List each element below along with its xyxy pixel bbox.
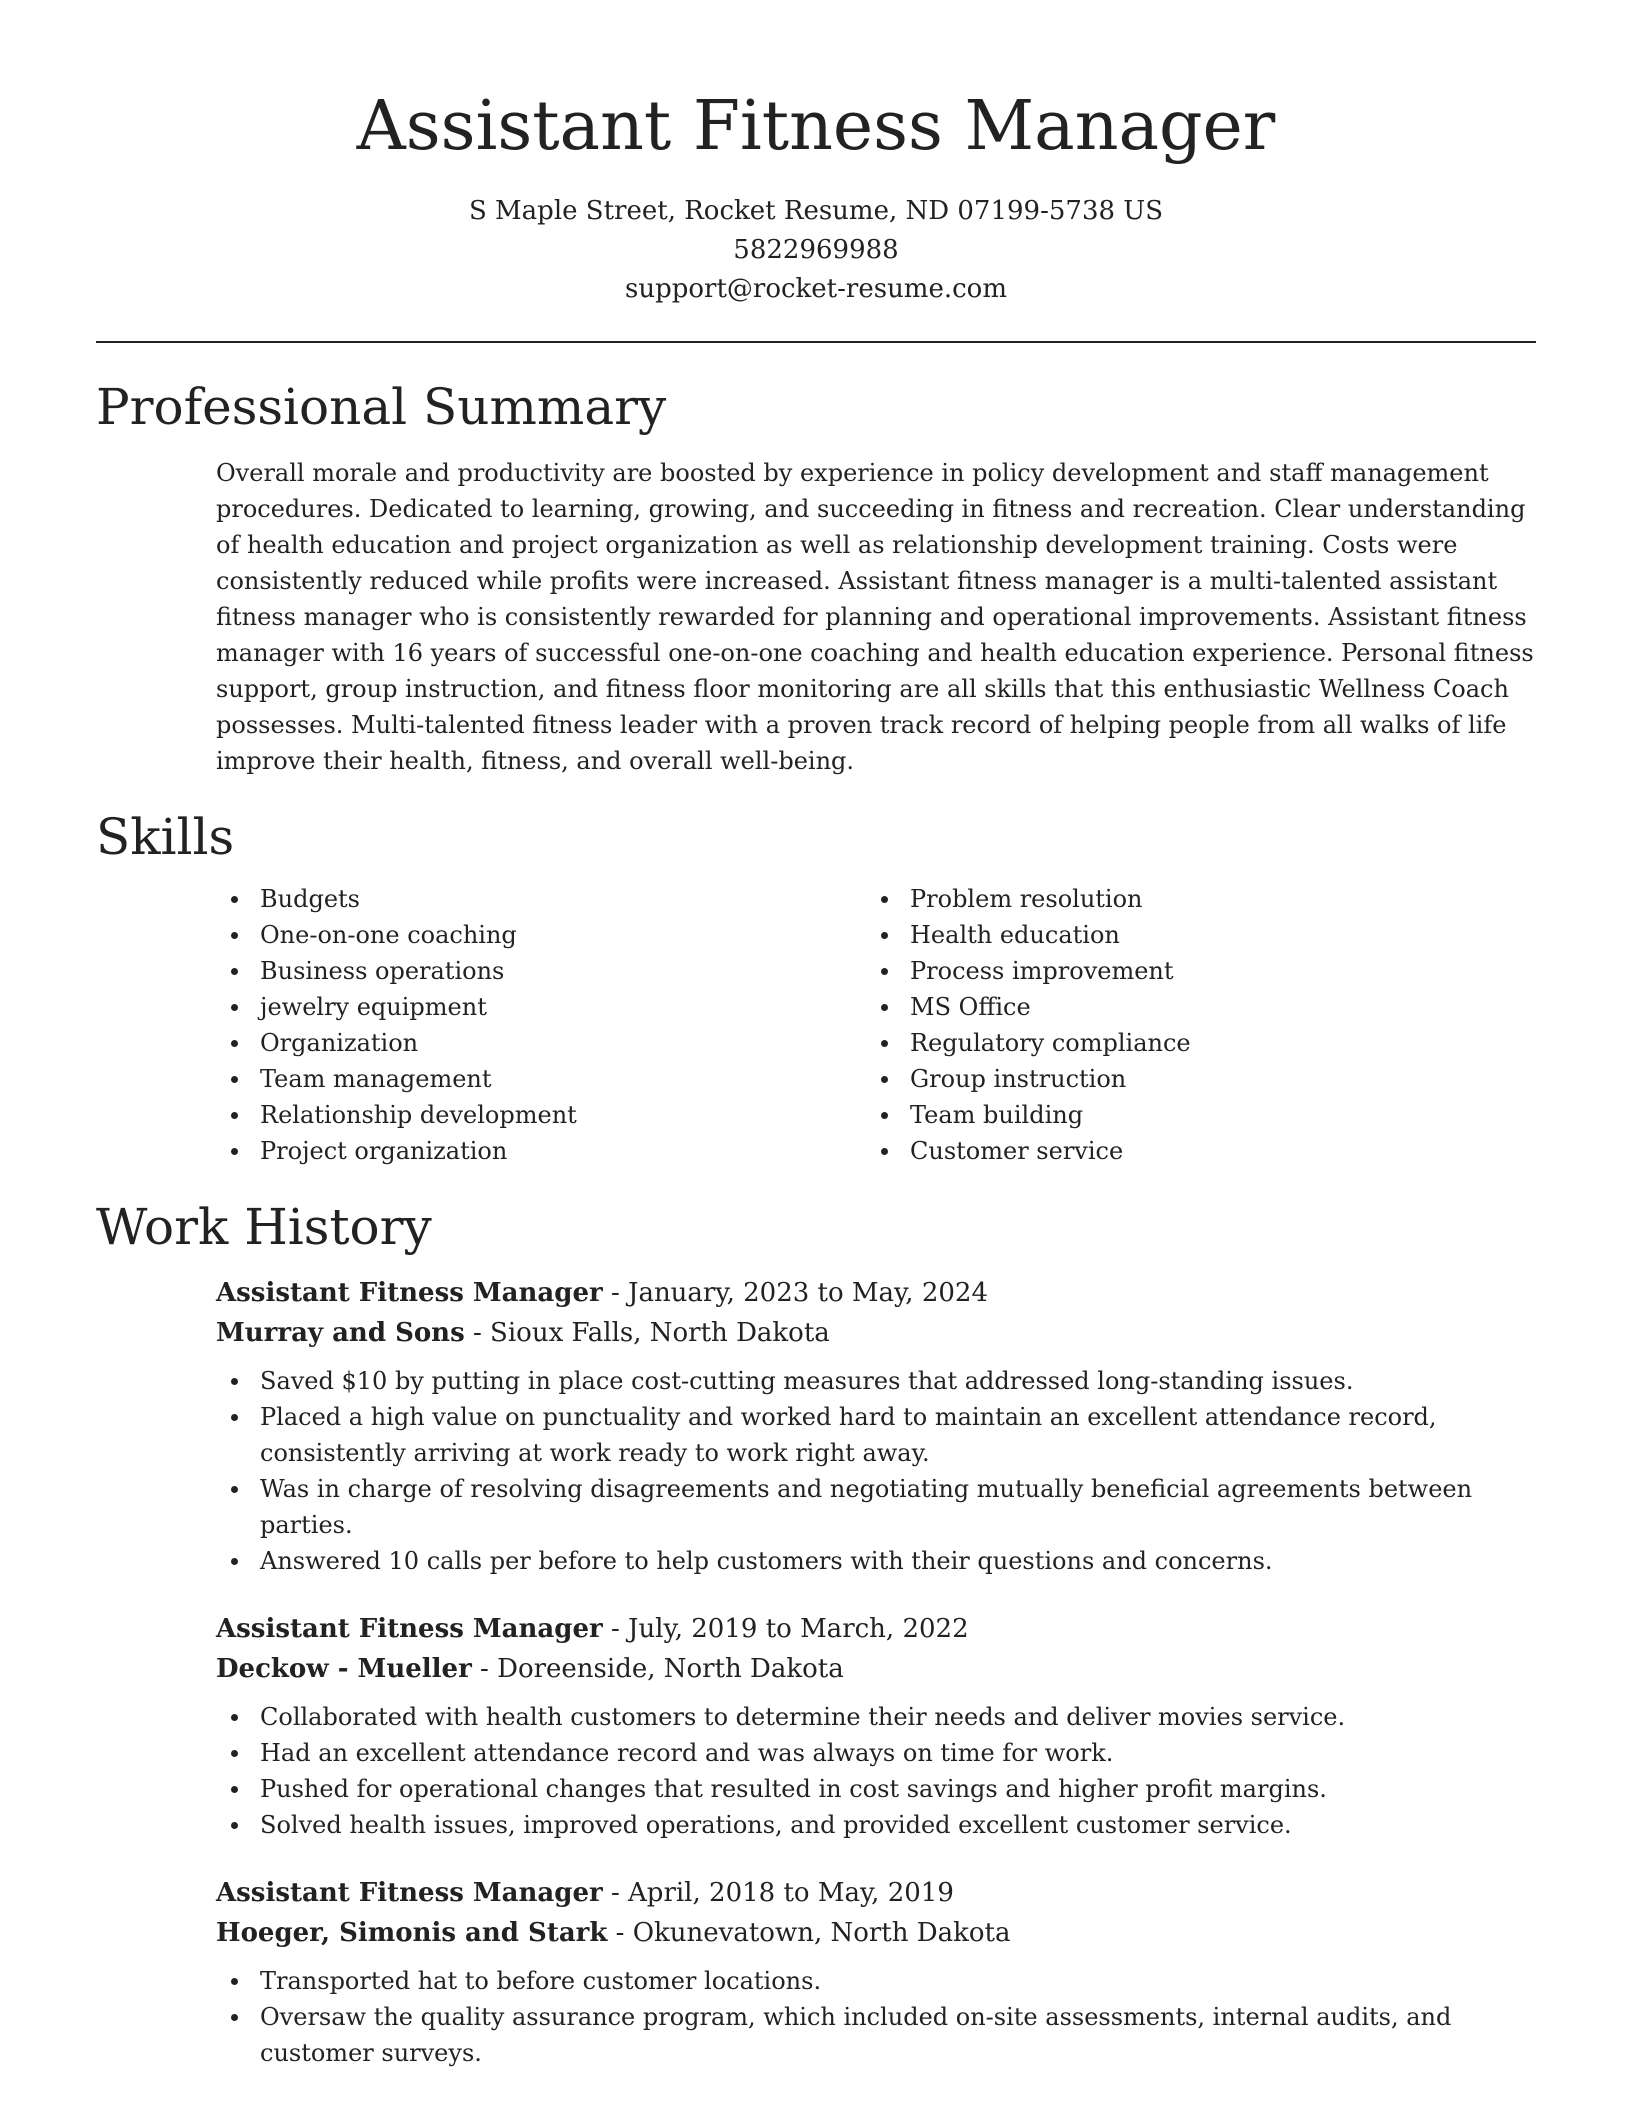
- job-title-line: [216, 1873, 1536, 1913]
- job-bullets: [216, 1699, 1536, 1843]
- job-entry: [216, 1609, 1536, 1843]
- skills-column-left: [216, 881, 866, 1169]
- job-bullet: Saved $10 by putting in place cost-cutting measures that addressed long-standing issues.: [216, 1363, 1536, 1399]
- address: S Maple Street, Rocket Resume, ND 07199-5738 US: [468, 196, 1164, 226]
- job-location: - Doreenside, North Dakota: [471, 1654, 844, 1684]
- contact-info: [96, 192, 1536, 309]
- skill-item: Team management: [216, 1061, 866, 1097]
- skills-column-right: [866, 881, 1516, 1169]
- job-role: Assistant Fitness Manager: [216, 1278, 603, 1308]
- job-role: Assistant Fitness Manager: [216, 1878, 603, 1908]
- skill-item: Project organization: [216, 1133, 866, 1169]
- skill-item: Group instruction: [866, 1061, 1516, 1097]
- job-company: Deckow - Mueller: [216, 1654, 472, 1684]
- skill-item: Budgets: [216, 881, 866, 917]
- job-entry: [216, 1273, 1536, 1579]
- job-location: - Sioux Falls, North Dakota: [464, 1318, 830, 1348]
- professional-summary-section: [96, 375, 1536, 779]
- header-divider: [96, 341, 1536, 343]
- job-bullet: Had an excellent attendance record and was always on time for work.: [216, 1735, 1536, 1771]
- job-company-line: [216, 1313, 1536, 1353]
- job-company: Hoeger, Simonis and Stark: [216, 1918, 608, 1948]
- skills-columns: [216, 881, 1536, 1169]
- job-bullet: Was in charge of resolving disagreements and negotiating mutually beneficial agreements between parties.: [216, 1471, 1536, 1543]
- job-bullet: Oversaw the quality assurance program, which included on-site assessments, internal audits, and customer surveys.: [216, 1999, 1536, 2071]
- skill-item: Regulatory compliance: [866, 1025, 1516, 1061]
- candidate-name: Assistant Fitness Manager: [356, 87, 1276, 166]
- job-bullet: Placed a high value on punctuality and worked hard to maintain an excellent attendance record, consistently arriving at work ready to work right away.: [216, 1399, 1536, 1471]
- job-company-line: [216, 1649, 1536, 1689]
- phone: 5822969988: [733, 235, 899, 265]
- job-title-line: [216, 1273, 1536, 1313]
- section-title-work: Work History: [96, 1198, 432, 1256]
- email: support@rocket-resume.com: [624, 274, 1007, 304]
- job-location: - Okunevatown, North Dakota: [607, 1918, 1011, 1948]
- skill-item: Customer service: [866, 1133, 1516, 1169]
- job-company: Murray and Sons: [216, 1318, 465, 1348]
- section-title-skills: Skills: [96, 808, 235, 866]
- summary-text: Overall morale and productivity are boosted by experience in policy development and staff management procedures. Dedicated to learning, growing, and succeeding in fitness and recreation. Clear understanding of health education and project organization as well as relationship development training. Costs were consistently reduced while profits were increased. Assistant fitness manager is a multi-talented assistant fitness manager who is consistently rewarded for planning and operational improvements. Assistant fitness manager with 16 years of successful one-on-one coaching and health education experience. Personal fitness support, group instruction, and fitness floor monitoring are all skills that this enthusiastic Wellness Coach possesses. Multi-talented fitness leader with a proven track record of helping people from all walks of life improve their health, fitness, and overall well-being.: [216, 459, 1534, 775]
- skill-item: Problem resolution: [866, 881, 1516, 917]
- skill-item: Team building: [866, 1097, 1516, 1133]
- skill-item: Health education: [866, 917, 1516, 953]
- job-bullet: Collaborated with health customers to determine their needs and deliver movies service.: [216, 1699, 1536, 1735]
- skill-item: Relationship development: [216, 1097, 866, 1133]
- skills-section: [96, 805, 1536, 1169]
- job-company-line: [216, 1913, 1536, 1953]
- job-bullets: [216, 1363, 1536, 1579]
- job-entry: [216, 1873, 1536, 2071]
- work-history-section: [96, 1195, 1536, 2071]
- job-bullet: Answered 10 calls per before to help customers with their questions and concerns.: [216, 1543, 1536, 1579]
- job-dates: - April, 2018 to May, 2019: [602, 1878, 954, 1908]
- skill-item: Process improvement: [866, 953, 1516, 989]
- section-title-summary: Professional Summary: [96, 378, 667, 436]
- skill-item: MS Office: [866, 989, 1516, 1025]
- skill-item: Business operations: [216, 953, 866, 989]
- job-role: Assistant Fitness Manager: [216, 1614, 603, 1644]
- job-bullets: [216, 1963, 1536, 2071]
- job-bullet: Pushed for operational changes that resulted in cost savings and higher profit margins.: [216, 1771, 1536, 1807]
- skill-item: One-on-one coaching: [216, 917, 866, 953]
- job-dates: - July, 2019 to March, 2022: [602, 1614, 969, 1644]
- job-bullet: Solved health issues, improved operations, and provided excellent customer service.: [216, 1807, 1536, 1843]
- resume-header: [96, 0, 1536, 309]
- job-title-line: [216, 1609, 1536, 1649]
- job-dates: - January, 2023 to May, 2024: [602, 1278, 988, 1308]
- skill-item: jewelry equipment: [216, 989, 866, 1025]
- job-bullet: Transported hat to before customer locations.: [216, 1963, 1536, 1999]
- skill-item: Organization: [216, 1025, 866, 1061]
